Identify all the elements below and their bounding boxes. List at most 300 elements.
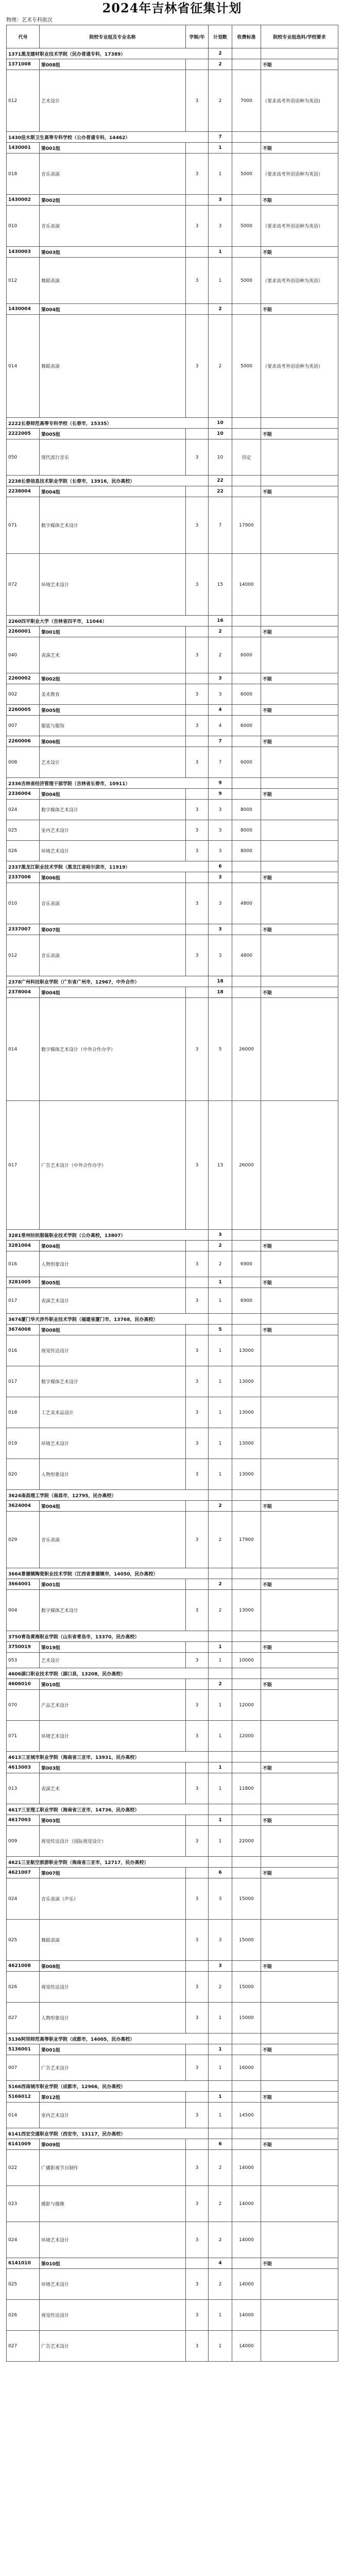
years-cell: 3 [186, 2186, 209, 2222]
group-row [7, 2092, 338, 2103]
plan-cell: 4 [209, 716, 232, 736]
plan-cell: 2 [209, 2150, 232, 2186]
group-row [7, 626, 338, 637]
fee-cell: 14000 [232, 2300, 261, 2331]
group-row [7, 486, 338, 497]
years-cell: 3 [186, 1397, 209, 1428]
school-row [7, 48, 338, 59]
plan-cell: 3 [209, 800, 232, 820]
name-cell: 视觉传达设计 [40, 1335, 186, 1366]
plan-cell: 1 [209, 1653, 232, 1668]
group-row [7, 1642, 338, 1653]
group-row [7, 1501, 338, 1512]
header-plan: 计划数 [209, 25, 232, 48]
major-row [7, 1590, 338, 1631]
plan-cell: 22 [209, 486, 232, 497]
school-plan-count [209, 1804, 232, 1815]
school-fee [232, 616, 261, 626]
name-cell: 广告艺术设计 [40, 2331, 186, 2362]
code-cell: 2337006 [7, 872, 40, 883]
code-cell: 071 [7, 497, 40, 554]
requirement-cell: 不限 [261, 429, 338, 439]
fee-cell [232, 1277, 261, 1288]
years-cell: 3 [186, 2331, 209, 2362]
years-cell [186, 987, 209, 998]
code-cell: 017 [7, 1101, 40, 1230]
school-name: 4621三亚航空旅游职业学院（海南省三亚市，12717，民办高校） [7, 1857, 209, 1868]
name-cell: 数字媒体艺术设计 [40, 497, 186, 554]
name-cell: 产品艺术设计 [40, 1690, 186, 1721]
fee-cell [232, 1815, 261, 1826]
group-row [7, 872, 338, 883]
name-cell: 音乐表演 [40, 206, 186, 247]
requirement-cell: 不限 [261, 1325, 338, 1335]
requirement-cell [261, 1972, 338, 2003]
group-row [7, 924, 338, 935]
fee-cell: 13000 [232, 1459, 261, 1490]
name-cell: 人物形象设计 [40, 1251, 186, 1277]
name-cell: 第002组 [40, 195, 186, 206]
name-cell: 现代流行音乐 [40, 439, 186, 476]
requirement-cell: （要求高考外语语种为英语） [261, 315, 338, 418]
plan-cell: 1 [209, 1815, 232, 1826]
years-cell [186, 1961, 209, 1972]
group-row [7, 59, 338, 70]
code-cell: 3281004 [7, 1241, 40, 1251]
fee-cell [232, 2044, 261, 2055]
code-cell: 014 [7, 998, 40, 1101]
fee-cell: 13000 [232, 1428, 261, 1459]
major-row [7, 935, 338, 976]
plan-cell: 2 [209, 1512, 232, 1568]
major-row [7, 154, 338, 195]
code-cell: 1430001 [7, 143, 40, 154]
plan-cell: 1 [209, 1428, 232, 1459]
plan-cell: 2 [209, 59, 232, 70]
school-name: 3674厦门华天涉外职业技术学院（福建省厦门市，13768，民办高校） [7, 1314, 209, 1325]
code-cell: 020 [7, 1459, 40, 1490]
code-cell: 2260002 [7, 673, 40, 684]
school-name: 2378广州科技职业学院（广东省广州市，12967，中外合作） [7, 976, 209, 987]
years-cell: 3 [186, 747, 209, 778]
years-cell: 3 [186, 1773, 209, 1804]
requirement-cell [261, 716, 338, 736]
fee-cell: 6000 [232, 684, 261, 705]
years-cell: 3 [186, 1335, 209, 1366]
group-row [7, 705, 338, 716]
plan-cell: 1 [209, 2055, 232, 2081]
plan-cell: 7 [209, 736, 232, 747]
years-cell [186, 247, 209, 258]
major-row [7, 1920, 338, 1961]
name-cell: 环境艺术设计 [40, 554, 186, 616]
school-name: 3624南昌理工学院（南昌市，12795，民办高校） [7, 1490, 209, 1501]
years-cell: 3 [186, 1251, 209, 1277]
code-cell: 014 [7, 315, 40, 418]
name-cell: 第007组 [40, 924, 186, 935]
plan-cell: 7 [209, 497, 232, 554]
name-cell: 第006组 [40, 736, 186, 747]
fee-cell [232, 247, 261, 258]
table-body [7, 48, 338, 2362]
name-cell: 室内艺术设计 [40, 820, 186, 841]
group-row [7, 304, 338, 315]
requirement-cell: 不限 [261, 304, 338, 315]
requirement-cell [261, 2055, 338, 2081]
name-cell: 数字媒体艺术设计（中外合作办学） [40, 998, 186, 1101]
school-plan-count [209, 1314, 232, 1325]
fee-cell [232, 2258, 261, 2269]
school-requirement [261, 1857, 338, 1868]
code-cell: 007 [7, 2055, 40, 2081]
requirement-cell [261, 2269, 338, 2300]
fee-cell: 待定 [232, 439, 261, 476]
fee-cell: 8000 [232, 841, 261, 861]
years-cell: 3 [186, 1690, 209, 1721]
school-row [7, 2128, 338, 2139]
group-row [7, 1961, 338, 1972]
requirement-cell: 不限 [261, 736, 338, 747]
major-row [7, 1826, 338, 1857]
name-cell: 环境艺术设计 [40, 1428, 186, 1459]
name-cell: 摄影与摄像 [40, 2186, 186, 2222]
school-name: 4617三亚理工职业学院（海南省三亚市，14736，民办高校） [7, 1804, 209, 1815]
school-plan-count: 3 [209, 1230, 232, 1241]
years-cell: 3 [186, 1459, 209, 1490]
group-row [7, 1325, 338, 1335]
fee-cell [232, 872, 261, 883]
code-cell: 025 [7, 1920, 40, 1961]
requirement-cell: 不限 [261, 1961, 338, 1972]
code-cell: 3750019 [7, 1642, 40, 1653]
group-row [7, 1762, 338, 1773]
requirement-cell: 不限 [261, 2044, 338, 2055]
code-cell: 022 [7, 2150, 40, 2186]
years-cell: 3 [186, 439, 209, 476]
plan-cell: 5 [209, 998, 232, 1101]
plan-cell: 1 [209, 1762, 232, 1773]
fee-cell [232, 1501, 261, 1512]
plan-cell: 3 [209, 935, 232, 976]
code-cell: 017 [7, 1366, 40, 1397]
plan-cell: 3 [209, 883, 232, 924]
requirement-cell [261, 2150, 338, 2186]
name-cell: 广告艺术设计（中外合作办学） [40, 1101, 186, 1230]
years-cell: 3 [186, 1653, 209, 1668]
name-cell: 第005组 [40, 429, 186, 439]
years-cell: 3 [186, 2300, 209, 2331]
school-row [7, 1568, 338, 1579]
fee-cell [232, 626, 261, 637]
code-cell: 016 [7, 1335, 40, 1366]
name-cell: 第004组 [40, 987, 186, 998]
code-cell: 013 [7, 1773, 40, 1804]
fee-cell: 12000 [232, 1721, 261, 1752]
requirement-cell [261, 2331, 338, 2362]
school-requirement [261, 1804, 338, 1815]
years-cell: 3 [186, 2003, 209, 2033]
code-cell: 024 [7, 2222, 40, 2258]
name-cell: 第001组 [40, 1579, 186, 1590]
school-requirement [261, 1752, 338, 1762]
group-row [7, 195, 338, 206]
name-cell: 数字媒体艺术设计 [40, 1590, 186, 1631]
major-row [7, 315, 338, 418]
plan-cell: 1 [209, 154, 232, 195]
requirement-cell: 不限 [261, 789, 338, 800]
years-cell [186, 1679, 209, 1690]
years-cell: 3 [186, 1428, 209, 1459]
name-cell: 第005组 [40, 1277, 186, 1288]
requirement-cell: （要求高考外语语种为英语） [261, 258, 338, 304]
major-row [7, 1288, 338, 1314]
code-cell: 2260005 [7, 705, 40, 716]
school-requirement [261, 476, 338, 486]
major-row [7, 1101, 338, 1230]
plan-cell: 1 [209, 2003, 232, 2033]
requirement-cell [261, 497, 338, 554]
years-cell [186, 2044, 209, 2055]
code-cell: 072 [7, 554, 40, 616]
major-row [7, 883, 338, 924]
requirement-cell [261, 1251, 338, 1277]
years-cell [186, 1642, 209, 1653]
years-cell [186, 486, 209, 497]
school-name: 3750青岛黄海职业学院（山东省青岛市，13370，民办高校） [7, 1631, 209, 1642]
fee-cell: 5000 [232, 206, 261, 247]
school-name: 2222长春师范高等专科学校（长春市，15335） [7, 418, 209, 429]
school-row [7, 616, 338, 626]
name-cell: 表演艺术设计 [40, 1288, 186, 1314]
school-requirement [261, 2128, 338, 2139]
plan-cell: 1 [209, 143, 232, 154]
code-cell: 040 [7, 637, 40, 673]
code-cell: 070 [7, 1690, 40, 1721]
school-fee [232, 2081, 261, 2092]
name-cell: 第008组 [40, 1325, 186, 1335]
requirement-cell [261, 1512, 338, 1568]
name-cell: 第004组 [40, 486, 186, 497]
major-row [7, 747, 338, 778]
school-row [7, 861, 338, 872]
years-cell: 3 [186, 70, 209, 132]
name-cell: 第008组 [40, 59, 186, 70]
name-cell: 第004组 [40, 789, 186, 800]
name-cell: 环境艺术设计 [40, 1721, 186, 1752]
name-cell: 第006组 [40, 872, 186, 883]
fee-cell [232, 736, 261, 747]
fee-cell: 6900 [232, 1288, 261, 1314]
major-row [7, 1721, 338, 1752]
fee-cell [232, 1579, 261, 1590]
school-row [7, 132, 338, 143]
code-cell: 071 [7, 1721, 40, 1752]
school-name: 1371黑龙建材职业技术学院（民办普通专科，17389） [7, 48, 209, 59]
fee-cell [232, 987, 261, 998]
plan-cell: 3 [209, 684, 232, 705]
header-requirement: 院校专业组选科/学校要求 [261, 25, 338, 48]
group-row [7, 1241, 338, 1251]
name-cell: 第001组 [40, 2044, 186, 2055]
major-row [7, 1878, 338, 1920]
name-cell: 表演艺术 [40, 637, 186, 673]
years-cell: 3 [186, 1920, 209, 1961]
school-plan-count: 9 [209, 778, 232, 789]
fee-cell [232, 59, 261, 70]
code-cell: 010 [7, 883, 40, 924]
fee-cell [232, 2092, 261, 2103]
group-row [7, 2258, 338, 2269]
name-cell: 视觉传达设计（国际视觉设计） [40, 1826, 186, 1857]
header-code: 代号 [7, 25, 40, 48]
plan-cell: 10 [209, 429, 232, 439]
header-fee: 收费标准 [232, 25, 261, 48]
school-plan-count [209, 1668, 232, 1679]
years-cell [186, 1815, 209, 1826]
code-cell: 2337007 [7, 924, 40, 935]
major-row [7, 684, 338, 705]
code-cell: 012 [7, 258, 40, 304]
fee-cell [232, 1762, 261, 1773]
years-cell [186, 429, 209, 439]
plan-cell: 2 [209, 2269, 232, 2300]
years-cell: 3 [186, 883, 209, 924]
group-row [7, 1679, 338, 1690]
major-row [7, 497, 338, 554]
requirement-cell [261, 935, 338, 976]
years-cell [186, 626, 209, 637]
fee-cell [232, 1241, 261, 1251]
school-requirement [261, 976, 338, 987]
plan-cell: 3 [209, 195, 232, 206]
requirement-cell [261, 1878, 338, 1920]
code-cell: 027 [7, 2003, 40, 2033]
school-plan-count: 2 [209, 48, 232, 59]
name-cell: 广播影视节目制作 [40, 2150, 186, 2186]
name-cell: 视觉传达设计 [40, 2300, 186, 2331]
major-row [7, 2055, 338, 2081]
school-plan-count: 10 [209, 418, 232, 429]
school-name: 2260四平职业大学（吉林省四平市，11044） [7, 616, 209, 626]
plan-cell: 7 [209, 747, 232, 778]
school-plan-count [209, 1568, 232, 1579]
name-cell: 第004组 [40, 1501, 186, 1512]
requirement-cell [261, 1773, 338, 1804]
plan-cell: 13 [209, 1101, 232, 1230]
years-cell: 3 [186, 1366, 209, 1397]
name-cell: 音乐表演 [40, 1512, 186, 1568]
plan-cell: 1 [209, 1690, 232, 1721]
school-fee [232, 418, 261, 429]
code-cell: 009 [7, 1826, 40, 1857]
school-name: 1430佳木斯卫生高等专科学校（公办普通专科，14462） [7, 132, 209, 143]
code-cell: 2238004 [7, 486, 40, 497]
requirement-cell: 不限 [261, 1868, 338, 1878]
years-cell [186, 736, 209, 747]
name-cell: 第003组 [40, 1815, 186, 1826]
school-requirement [261, 48, 338, 59]
name-cell: 音乐表演 [40, 935, 186, 976]
group-row [7, 2044, 338, 2055]
requirement-cell [261, 998, 338, 1101]
school-fee [232, 476, 261, 486]
major-row [7, 2103, 338, 2128]
years-cell: 3 [186, 1590, 209, 1631]
name-cell: 数字媒体艺术设计 [40, 800, 186, 820]
fee-cell: 4800 [232, 883, 261, 924]
years-cell: 3 [186, 637, 209, 673]
school-fee [232, 1314, 261, 1325]
fee-cell: 13000 [232, 1590, 261, 1631]
fee-cell: 26000 [232, 998, 261, 1101]
code-cell: 010 [7, 206, 40, 247]
school-fee [232, 778, 261, 789]
requirement-cell [261, 1459, 338, 1490]
plan-cell: 18 [209, 987, 232, 998]
major-row [7, 1972, 338, 2003]
years-cell: 3 [186, 1826, 209, 1857]
school-row [7, 1230, 338, 1241]
years-cell [186, 195, 209, 206]
fee-cell [232, 705, 261, 716]
major-row [7, 1366, 338, 1397]
school-name: 3664景德镇陶瓷职业技术学院（江西省景德镇市，14050，民办高校） [7, 1568, 209, 1579]
code-cell: 1430002 [7, 195, 40, 206]
name-cell: 音乐表演（声乐） [40, 1878, 186, 1920]
fee-cell: 14500 [232, 2103, 261, 2128]
years-cell: 3 [186, 554, 209, 616]
fee-cell: 7000 [232, 70, 261, 132]
school-requirement [261, 778, 338, 789]
requirement-cell [261, 1101, 338, 1230]
code-cell: 1430003 [7, 247, 40, 258]
years-cell: 3 [186, 820, 209, 841]
requirement-cell: 不限 [261, 1579, 338, 1590]
fee-cell: 14000 [232, 554, 261, 616]
major-row [7, 439, 338, 476]
name-cell: 人物形象设计 [40, 1459, 186, 1490]
years-cell: 3 [186, 841, 209, 861]
code-cell: 029 [7, 1512, 40, 1568]
school-name: 2337黑龙江职业技术学院（黑龙江省哈尔滨市，11919） [7, 861, 209, 872]
school-plan-count [209, 1857, 232, 1868]
years-cell [186, 924, 209, 935]
plan-cell: 3 [209, 841, 232, 861]
plan-cell: 1 [209, 1773, 232, 1804]
name-cell: 第008组 [40, 1961, 186, 1972]
code-cell: 2222005 [7, 429, 40, 439]
code-cell: 026 [7, 1972, 40, 2003]
fee-cell [232, 429, 261, 439]
code-cell: 004 [7, 1590, 40, 1631]
code-cell: 018 [7, 154, 40, 195]
plan-cell: 2 [209, 315, 232, 418]
plan-cell: 1 [209, 1642, 232, 1653]
school-row [7, 418, 338, 429]
group-row [7, 1579, 338, 1590]
years-cell [186, 1501, 209, 1512]
code-cell: 024 [7, 800, 40, 820]
school-requirement [261, 1230, 338, 1241]
school-plan-count: 16 [209, 616, 232, 626]
name-cell: 广告艺术设计 [40, 2055, 186, 2081]
code-cell: 026 [7, 841, 40, 861]
name-cell: 艺术设计 [40, 70, 186, 132]
years-cell [186, 705, 209, 716]
plan-cell: 2 [209, 70, 232, 132]
requirement-cell: 不限 [261, 2139, 338, 2150]
school-name: 3281常州纺织服装职业技术学院（公办高校，13807） [7, 1230, 209, 1241]
